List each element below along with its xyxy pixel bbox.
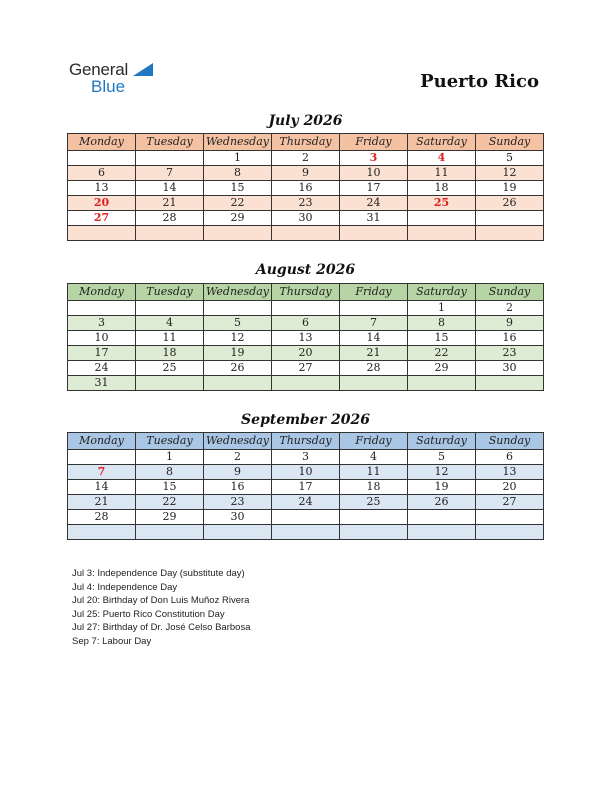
day-cell: 27 <box>68 211 136 226</box>
calendar-july <box>67 133 544 241</box>
weekday-header: Thursday <box>272 134 340 151</box>
day-cell: 11 <box>340 465 408 480</box>
day-cell: 16 <box>204 480 272 495</box>
day-cell: 3 <box>68 316 136 331</box>
week-row <box>68 361 544 376</box>
day-cell: 9 <box>204 465 272 480</box>
empty-day-cell <box>204 525 272 540</box>
week-row <box>68 166 544 181</box>
empty-day-cell <box>204 301 272 316</box>
weekday-header: Sunday <box>476 433 544 450</box>
day-cell: 18 <box>136 346 204 361</box>
day-cell: 14 <box>136 181 204 196</box>
day-cell: 27 <box>476 495 544 510</box>
day-cell: 19 <box>204 346 272 361</box>
day-cell: 24 <box>68 361 136 376</box>
weekday-header: Friday <box>340 284 408 301</box>
day-cell: 19 <box>408 480 476 495</box>
empty-day-cell <box>204 226 272 241</box>
day-cell: 3 <box>272 450 340 465</box>
empty-day-cell <box>272 226 340 241</box>
empty-day-cell <box>68 226 136 241</box>
day-cell: 4 <box>136 316 204 331</box>
empty-day-cell <box>204 376 272 391</box>
day-cell: 12 <box>204 331 272 346</box>
day-cell: 14 <box>340 331 408 346</box>
day-cell: 5 <box>204 316 272 331</box>
weekday-header: Sunday <box>476 284 544 301</box>
day-cell: 27 <box>272 361 340 376</box>
week-row <box>68 226 544 241</box>
day-cell: 10 <box>340 166 408 181</box>
day-cell: 11 <box>136 331 204 346</box>
empty-day-cell <box>340 226 408 241</box>
week-row <box>68 211 544 226</box>
month-title-july: July 2026 <box>268 113 343 129</box>
empty-day-cell <box>476 525 544 540</box>
day-cell: 16 <box>476 331 544 346</box>
empty-day-cell <box>476 211 544 226</box>
holiday-item: Jul 3: Independence Day (substitute day) <box>72 568 245 579</box>
empty-day-cell <box>272 525 340 540</box>
day-cell: 20 <box>476 480 544 495</box>
logo-text-blue: Blue <box>91 77 126 96</box>
weekday-header: Saturday <box>408 433 476 450</box>
calendar-august <box>67 283 544 391</box>
day-cell: 14 <box>68 480 136 495</box>
empty-day-cell <box>68 151 136 166</box>
month-title-august: August 2026 <box>255 262 356 278</box>
weekday-header: Tuesday <box>136 134 204 151</box>
empty-day-cell <box>136 226 204 241</box>
weekday-header: Thursday <box>272 284 340 301</box>
holiday-item: Jul 4: Independence Day <box>72 581 178 593</box>
weekday-header: Thursday <box>272 433 340 450</box>
day-cell: 10 <box>68 331 136 346</box>
day-cell: 21 <box>136 196 204 211</box>
empty-day-cell <box>408 525 476 540</box>
empty-day-cell <box>340 376 408 391</box>
day-cell: 30 <box>476 361 544 376</box>
week-row <box>68 181 544 196</box>
day-cell: 25 <box>408 196 476 211</box>
day-cell: 13 <box>68 181 136 196</box>
day-cell: 30 <box>204 510 272 525</box>
day-cell: 25 <box>136 361 204 376</box>
empty-day-cell <box>136 525 204 540</box>
day-cell: 18 <box>340 480 408 495</box>
week-row <box>68 151 544 166</box>
empty-day-cell <box>340 510 408 525</box>
week-row <box>68 465 544 480</box>
day-cell: 11 <box>408 166 476 181</box>
day-cell: 13 <box>272 331 340 346</box>
holiday-item: Jul 25: Puerto Rico Constitution Day <box>72 608 225 620</box>
day-cell: 17 <box>272 480 340 495</box>
empty-day-cell <box>476 376 544 391</box>
empty-day-cell <box>408 376 476 391</box>
day-cell: 1 <box>204 151 272 166</box>
holiday-item: Jul 27: Birthday of Dr. José Celso Barbosa <box>72 622 251 634</box>
empty-day-cell <box>136 376 204 391</box>
day-cell: 24 <box>340 196 408 211</box>
week-row <box>68 495 544 510</box>
weekday-header: Tuesday <box>136 433 204 450</box>
weekday-header: Wednesday <box>204 134 272 151</box>
day-cell: 2 <box>476 301 544 316</box>
week-row <box>68 346 544 361</box>
weekday-header: Saturday <box>408 284 476 301</box>
weekday-header: Tuesday <box>136 284 204 301</box>
day-cell: 15 <box>204 181 272 196</box>
day-cell: 5 <box>408 450 476 465</box>
holiday-item: Sep 7: Labour Day <box>72 635 152 647</box>
empty-day-cell <box>408 211 476 226</box>
day-cell: 3 <box>340 151 408 166</box>
day-cell: 2 <box>204 450 272 465</box>
day-cell: 10 <box>272 465 340 480</box>
day-cell: 28 <box>68 510 136 525</box>
empty-day-cell <box>68 525 136 540</box>
empty-day-cell <box>340 301 408 316</box>
holiday-item: Jul 20: Birthday of Don Luis Muñoz Rivera <box>72 595 250 607</box>
week-row <box>68 331 544 346</box>
empty-day-cell <box>408 226 476 241</box>
weekday-header: Monday <box>68 134 136 151</box>
generalblue-logo <box>69 60 179 100</box>
day-cell: 30 <box>272 211 340 226</box>
day-cell: 22 <box>136 495 204 510</box>
day-cell: 23 <box>204 495 272 510</box>
weekday-header: Monday <box>68 284 136 301</box>
day-cell: 8 <box>408 316 476 331</box>
day-cell: 29 <box>204 211 272 226</box>
day-cell: 4 <box>340 450 408 465</box>
day-cell: 15 <box>136 480 204 495</box>
day-cell: 26 <box>476 196 544 211</box>
day-cell: 4 <box>408 151 476 166</box>
day-cell: 7 <box>340 316 408 331</box>
day-cell: 26 <box>408 495 476 510</box>
day-cell: 2 <box>272 151 340 166</box>
day-cell: 25 <box>340 495 408 510</box>
day-cell: 15 <box>408 331 476 346</box>
empty-day-cell <box>476 510 544 525</box>
day-cell: 31 <box>68 376 136 391</box>
day-cell: 7 <box>68 465 136 480</box>
day-cell: 31 <box>340 211 408 226</box>
day-cell: 20 <box>68 196 136 211</box>
weekday-header: Wednesday <box>204 433 272 450</box>
day-cell: 21 <box>68 495 136 510</box>
calendar-september <box>67 432 544 540</box>
day-cell: 17 <box>68 346 136 361</box>
day-cell: 29 <box>408 361 476 376</box>
day-cell: 17 <box>340 181 408 196</box>
day-cell: 18 <box>408 181 476 196</box>
empty-day-cell <box>68 301 136 316</box>
weekday-header: Friday <box>340 433 408 450</box>
empty-day-cell <box>136 301 204 316</box>
day-cell: 19 <box>476 181 544 196</box>
week-row <box>68 301 544 316</box>
empty-day-cell <box>476 226 544 241</box>
day-cell: 12 <box>476 166 544 181</box>
day-cell: 26 <box>204 361 272 376</box>
day-cell: 8 <box>136 465 204 480</box>
week-row <box>68 316 544 331</box>
day-cell: 24 <box>272 495 340 510</box>
empty-day-cell <box>272 510 340 525</box>
empty-day-cell <box>340 525 408 540</box>
day-cell: 12 <box>408 465 476 480</box>
day-cell: 21 <box>340 346 408 361</box>
logo-triangle-icon <box>133 63 153 76</box>
day-cell: 9 <box>272 166 340 181</box>
week-row <box>68 376 544 391</box>
empty-day-cell <box>136 151 204 166</box>
country-title: Puerto Rico <box>420 71 539 92</box>
empty-day-cell <box>272 301 340 316</box>
day-cell: 9 <box>476 316 544 331</box>
day-cell: 23 <box>272 196 340 211</box>
week-row <box>68 450 544 465</box>
empty-day-cell <box>272 376 340 391</box>
week-row <box>68 196 544 211</box>
empty-day-cell <box>408 510 476 525</box>
weekday-header: Wednesday <box>204 284 272 301</box>
weekday-header: Monday <box>68 433 136 450</box>
day-cell: 13 <box>476 465 544 480</box>
day-cell: 28 <box>340 361 408 376</box>
week-row <box>68 480 544 495</box>
week-row <box>68 510 544 525</box>
day-cell: 20 <box>272 346 340 361</box>
day-cell: 1 <box>408 301 476 316</box>
day-cell: 6 <box>476 450 544 465</box>
day-cell: 1 <box>136 450 204 465</box>
day-cell: 8 <box>204 166 272 181</box>
weekday-header: Saturday <box>408 134 476 151</box>
day-cell: 6 <box>68 166 136 181</box>
day-cell: 6 <box>272 316 340 331</box>
empty-day-cell <box>68 450 136 465</box>
day-cell: 16 <box>272 181 340 196</box>
day-cell: 5 <box>476 151 544 166</box>
day-cell: 7 <box>136 166 204 181</box>
weekday-header: Sunday <box>476 134 544 151</box>
day-cell: 23 <box>476 346 544 361</box>
day-cell: 22 <box>408 346 476 361</box>
weekday-header: Friday <box>340 134 408 151</box>
holiday-list <box>72 567 250 649</box>
week-row <box>68 525 544 540</box>
day-cell: 28 <box>136 211 204 226</box>
day-cell: 22 <box>204 196 272 211</box>
month-title-september: September 2026 <box>241 412 370 428</box>
logo-text-general: General <box>69 60 129 79</box>
day-cell: 29 <box>136 510 204 525</box>
